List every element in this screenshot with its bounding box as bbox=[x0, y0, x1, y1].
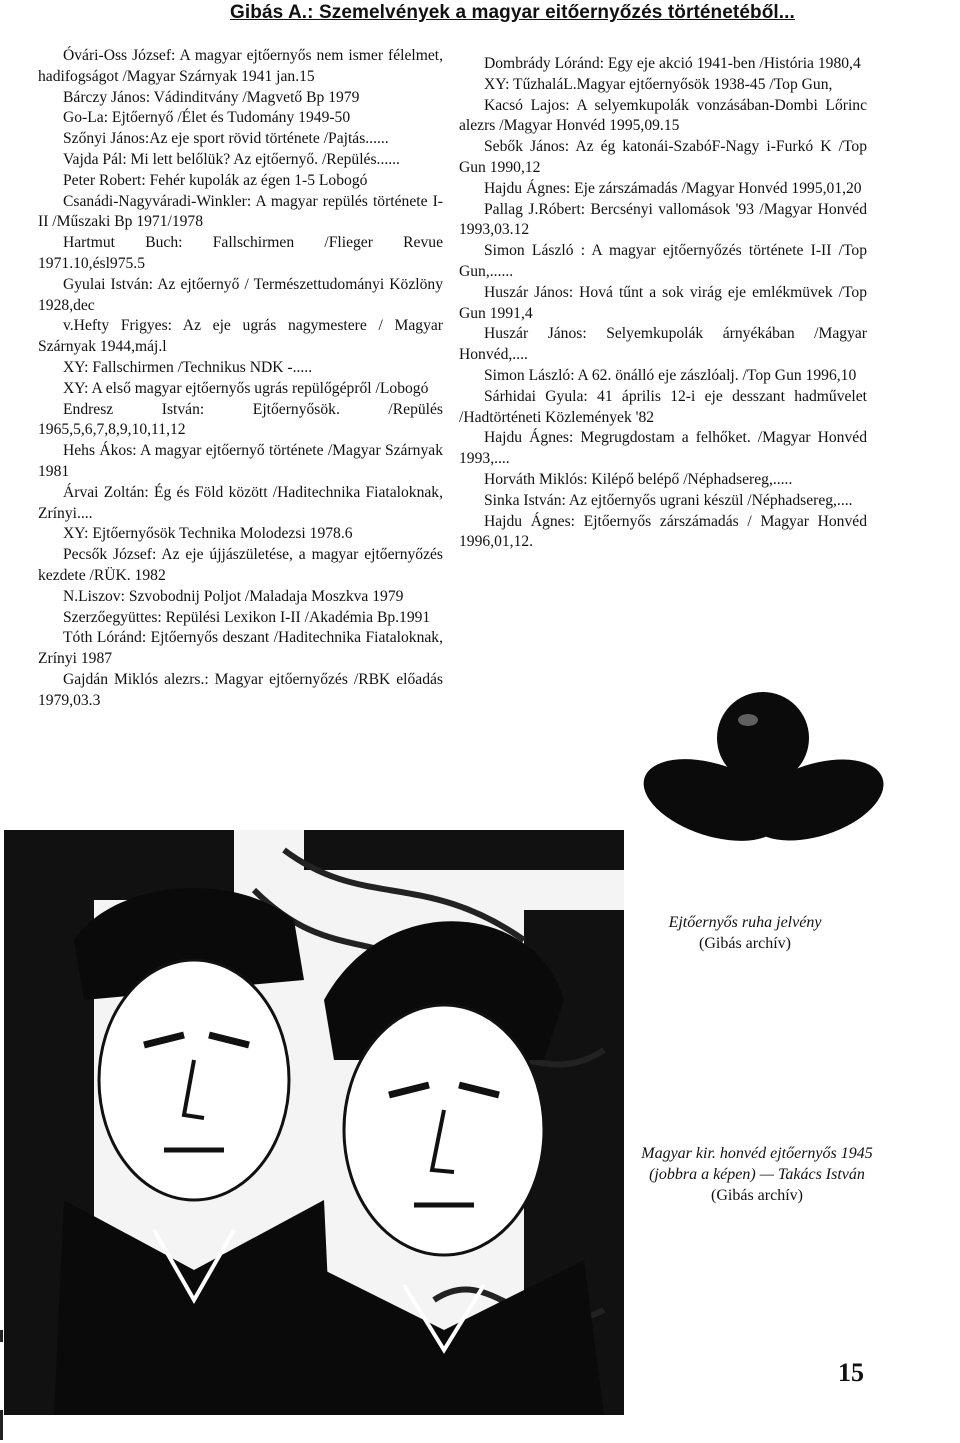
badge-caption-source: (Gibás archív) bbox=[699, 935, 791, 952]
page-number: 15 bbox=[838, 1358, 864, 1387]
bib-entry: Hajdu Ágnes: Megrugdostam a felhőket. /Magyar Honvéd 1993,.... bbox=[459, 429, 867, 468]
bib-entry: Peter Robert: Fehér kupolák az égen 1-5 Lobogó bbox=[63, 171, 368, 189]
bib-entry: Dombrády Lóránd: Egy eje akció 1941-ben /História 1980,4 bbox=[484, 55, 861, 72]
bib-entry: Hajdu Ágnes: Ejtőernyős zárszámadás / Magyar Honvéd 1996,01,12. bbox=[459, 512, 867, 551]
bib-entry: Endresz István: Ejtőernyősök. /Repülés 1965,5,6,7,8,9,10,11,12 bbox=[38, 400, 443, 439]
margin-mark bbox=[0, 1410, 3, 1440]
bib-entry: Hajdu Ágnes: Eje zárszámadás /Magyar Honvéd 1995,01,20 bbox=[484, 179, 862, 197]
bib-entry: Sinka István: Az ejtőernyős ugrani készül /Néphadsereg,.... bbox=[484, 491, 853, 509]
bib-entry: Csanádi-Nagyváradi-Winkler: A magyar repülés története I-II /Műszaki Bp 1971/1978 bbox=[38, 192, 443, 231]
margin-mark bbox=[0, 1330, 3, 1342]
bib-entry: XY: A első magyar ejtőernyős ugrás repülőgépről /Lobogó bbox=[63, 379, 429, 397]
bib-entry: Huszár János: Selyemkupolák árnyékában /Magyar Honvéd,.... bbox=[459, 325, 867, 364]
bib-entry: Gyulai István: Az ejtőernyő / Természettudományi Közlöny 1928,dec bbox=[38, 275, 443, 314]
bibliography-left-column bbox=[38, 46, 443, 712]
bib-entry: Óvári-Oss József: A magyar ejtőernyős nem ismer félelmet, hadifogságot /Magyar Szárnyak 1941 jan.15 bbox=[38, 47, 443, 85]
running-header: Gibás A.: Szemelvények a magyar eitőernyőzés történetéből... bbox=[230, 2, 795, 23]
bib-entry: Vajda Pál: Mi lett belőlük? Az ejtőernyő. /Repülés...... bbox=[63, 150, 400, 168]
soldiers-caption bbox=[632, 1143, 882, 1206]
bib-entry: Hehs Ákos: A magyar ejtőernyő története /Magyar Szárnyak 1981 bbox=[38, 442, 443, 480]
bib-entry: XY: Fallschirmen /Technikus NDK -..... bbox=[63, 358, 313, 376]
bib-entry: Horváth Miklós: Kilépő belépő /Néphadsereg,..... bbox=[484, 470, 793, 488]
bib-entry: Bárczy János: Vádinditvány /Magvető Bp 1979 bbox=[63, 88, 360, 106]
bib-entry: Sárhidai Gyula: 41 április 12-i eje desszant hadművelet /Hadtörténeti Közlemények '82 bbox=[459, 387, 867, 426]
bib-entry: Árvai Zoltán: Ég és Föld között /Haditechnika Fiataloknak, Zrínyi.... bbox=[38, 483, 443, 522]
bib-entry: v.Hefty Frigyes: Az eje ugrás nagymestere / Magyar Szárnyak 1944,máj.l bbox=[38, 317, 443, 356]
bib-entry: XY: Ejtőernyősök Technika Molodezsi 1978.6 bbox=[63, 525, 353, 543]
bib-entry: Szőnyi János:Az eje sport rövid története /Pajtás...... bbox=[63, 130, 389, 148]
paratrooper-badge-image bbox=[638, 680, 888, 860]
bib-entry: Huszár János: Hová tűnt a sok virág eje emlékmüvek /Top Gun 1991,4 bbox=[459, 283, 867, 322]
bib-entry: Tóth Lóránd: Ejtőernyős deszant /Haditechnika Fiataloknak, Zrínyi 1987 bbox=[38, 629, 443, 668]
bib-entry: Pecsők József: Az eje újjászületése, a magyar ejtőernyőzés kezdete /RÜK. 1982 bbox=[38, 546, 443, 584]
bib-entry: XY: TűzhaláL.Magyar ejtőernyősök 1938-45 /Top Gun, bbox=[484, 75, 833, 93]
soldiers-photo bbox=[4, 830, 624, 1415]
bib-entry: Sebők János: Az ég katonái-SzabóF-Nagy i-Furkó K /Top Gun 1990,12 bbox=[459, 138, 867, 176]
bib-entry: Gajdán Miklós alezrs.: Magyar ejtőernyőzés /RBK előadás 1979,03.3 bbox=[38, 670, 443, 709]
bibliography-right-column bbox=[459, 54, 867, 553]
bib-entry: N.Liszov: Szvobodnij Poljot /Maladaja Moszkva 1979 bbox=[63, 587, 404, 605]
bib-entry: Hartmut Buch: Fallschirmen /Flieger Revue 1971.10,ésl975.5 bbox=[38, 234, 443, 272]
badge-caption-title: Ejtőernyős ruha jelvény bbox=[668, 914, 822, 931]
soldiers-caption-title: Magyar kir. honvéd ejtőernyős 1945 (jobbra a képen) — Takács István bbox=[641, 1145, 873, 1183]
bib-entry: Pallag J.Róbert: Bercsényi vallomások '93 /Magyar Honvéd 1993,03.12 bbox=[459, 200, 867, 239]
bib-entry: Simon László : A magyar ejtőernyőzés története I-II /Top Gun,...... bbox=[459, 242, 867, 280]
soldiers-caption-source: (Gibás archív) bbox=[711, 1187, 803, 1204]
bib-entry: Go-La: Ejtőernyő /Élet és Tudomány 1949-50 bbox=[63, 109, 351, 127]
bib-entry: Szerzőegyüttes: Repülési Lexikon I-II /Akadémia Bp.1991 bbox=[63, 608, 431, 626]
badge-caption bbox=[640, 912, 850, 954]
bib-entry: Kacsó Lajos: A selyemkupolák vonzásában-Dombi Lőrinc alezrs /Magyar Honvéd 1995,09.15 bbox=[459, 96, 867, 135]
bib-entry: Simon László: A 62. önálló eje zászlóalj. /Top Gun 1996,10 bbox=[484, 366, 857, 384]
